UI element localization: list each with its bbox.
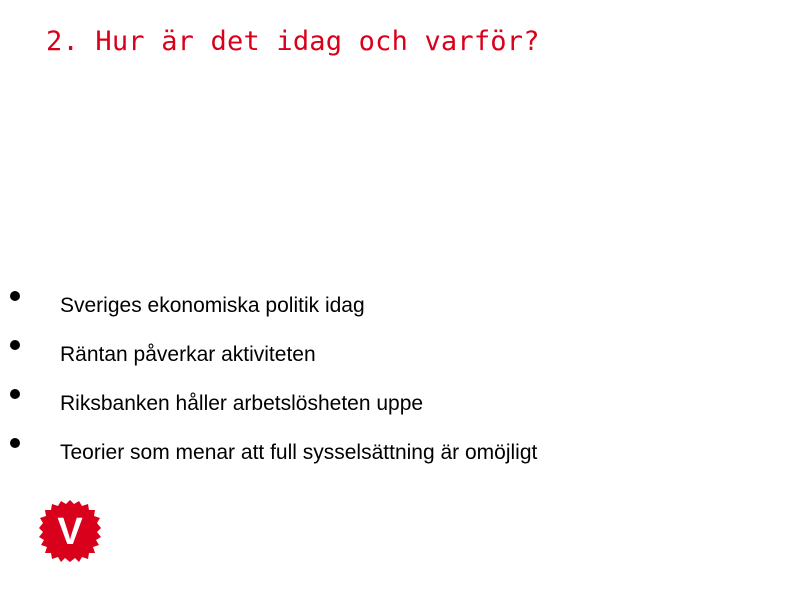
bullet-text: Räntan påverkar aktiviteten [60,343,316,366]
slide-title: 2. Hur är det idag och varför? [46,26,540,57]
bullet-text: Riksbanken håller arbetslösheten uppe [60,392,424,415]
v-party-logo-icon [38,499,102,563]
list-item [0,385,800,434]
bullet-icon [10,340,20,350]
list-item [0,287,800,336]
logo-letter: V [57,511,83,553]
bullet-icon [10,389,20,399]
bullet-icon [10,438,20,448]
logo-graphic [38,499,102,563]
bullet-list [0,287,800,483]
bullet-icon [10,291,20,301]
list-item [0,434,800,483]
bullet-text: Sveriges ekonomiska politik idag [60,294,365,317]
bullet-text: Teorier som menar att full sysselsättning är omöjligt [60,441,538,464]
list-item [0,336,800,385]
